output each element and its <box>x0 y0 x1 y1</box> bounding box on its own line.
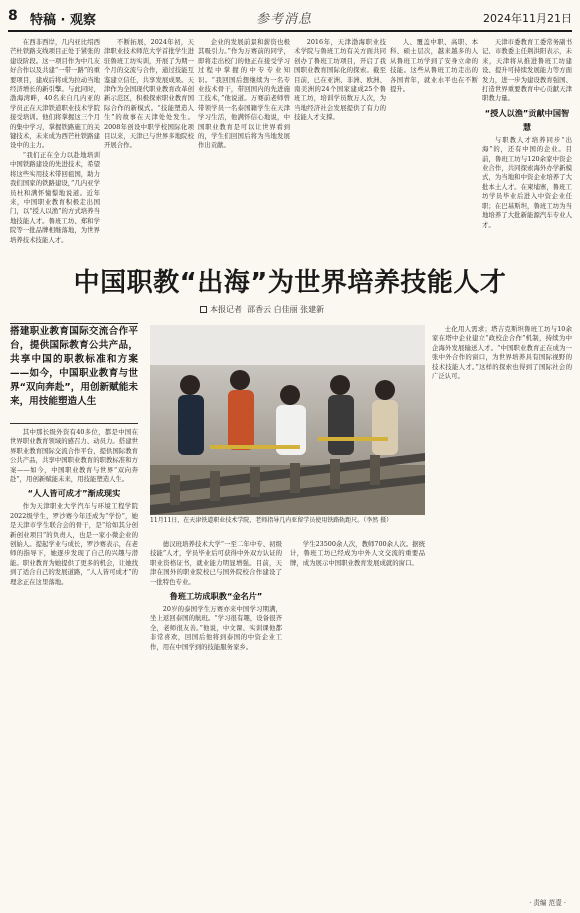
paragraph: 其中那长级外资有40多位，都是中国在世界职业教育领域的感召力、动员力。搭建世界职业教育国际交流合作平台，提供国际教育公共产品，共享中国职业教育的职教标准和方案——如今，中国职业教育与世界“双向奔赴”，用创新赋能未来，用技能塑造人生。 <box>10 428 138 484</box>
section-title: 特稿 · 观察 <box>30 13 96 28</box>
paper-logo: 参考消息 <box>256 12 313 27</box>
reporter-label: 本报记者 <box>210 305 242 314</box>
page-number: 8 <box>8 8 18 24</box>
paragraph: 企业的发展前景和薪资也极其吸引力。”作为万赛前的同学，即将走出校门的他正在接受学习过程中掌握的中专专业知识。“我回国后想继续为一名专业技术骨干，带回国内的先进施工技术，”他说道。万赛前老师曾带领学员一名泰国籍学生在天津学习生活，他满怀信心地说，中国职业教育是可以让世界看到的，学生们回国后将为当地发展作出贡献。 <box>198 38 290 150</box>
subhead-luban-workshop: 鲁班工坊成职教“金名片” <box>169 591 263 602</box>
headline: 中国职教“出海”为世界培养技能人才 <box>73 268 507 298</box>
news-photo <box>150 325 425 515</box>
subhead-everyone-can-succeed: “人人皆可成才”渐成现实 <box>27 488 121 499</box>
left-lower-column <box>10 428 138 906</box>
article-column-1 <box>10 38 100 253</box>
paragraph: 学生23500余人次，教师700余人次。据统计，鲁班工坊已经成为中外人文交流的重要品牌，成为展示中国职业教育发展成就的窗口。 <box>290 540 425 567</box>
photo-caption: 11月11日，在天津铁道职业技术学院，老师指导几内亚留学员使用铁路轨距尺。（李然 摄） <box>150 517 393 524</box>
article-column-5 <box>390 38 478 253</box>
article-column-mid-1 <box>150 540 282 906</box>
paragraph: 在西非西岸，几内亚比绍西芒杜铁路支线项目正处于紧张的建设阶段。这一项目作为中几友好合作以及共建“一带一路”的重要项目，建成后将成为拉动当地经济增长的新引擎。与此同时，渤海湾畔，40名来自几内亚的学员正在天津铁道职业技术学院接受培训。他们将掌握这三个月的集中学习，掌握铁路施工的关键技术，未来成为西芒杜铁路建设中的主力。 <box>10 38 100 150</box>
byline <box>200 304 324 315</box>
article-column-right <box>432 325 572 895</box>
article-column-6 <box>482 38 572 253</box>
lead-bottom-rule <box>10 423 138 424</box>
paragraph: “我们正在全力以赴地培训中国铁路建设的先进技术，希望将这些实用技术带回祖国，助力我们国家的铁路建设，”几内亚学员杜和满怀憧憬地说道。近年来，中国职业教育积极走出国门，以“授人以渔”的方式培养当地技能人才。鲁班工坊、郑和学院等一批品牌相继落地，为世界培养技术技能人才。 <box>10 150 100 244</box>
paragraph: 20岁的泰国学生万赛亦来中国学习期满，坐上返回泰国的航班。“学习很有趣，设备很齐全，老师很友善。”他说，中文课、实训课他都非常喜欢，回国后他将到泰国的中资企业工作，用在中国学到的技能服务家乡。 <box>150 605 282 651</box>
paragraph: 人、覆盖中职、高职、本科、硕士层次，越来越多的人从鲁班工坊学到了安身立命的技能。这些从鲁班工坊走出的各国青年，就业水平也在不断提升。 <box>390 38 478 94</box>
railway-training-photo <box>150 325 425 515</box>
editor-credit: · 责编 范壹 · <box>529 899 566 907</box>
masthead <box>8 6 572 32</box>
paragraph: 士化用人需求；塔吉克斯坦鲁班工坊与10余家在塔中企业建立“政校企合作”机制，持续为中企海外发展输送人才。“中国职业教育正在成为一张中外合作的窗口，为世界培养具有国际视野的技术技能人才。”这样的探索也得到了国际社会的广泛认可。 <box>432 325 572 381</box>
lead-top-rule <box>10 323 138 324</box>
article-column-mid-2 <box>290 540 425 906</box>
article-column-2 <box>104 38 194 253</box>
paragraph: 作为天津职业大学汽车与环境工程学院2022级学生，罗沙赛今年还成为“学份”，她是天津市学生联合会的骨干，是“给如其分创新创业项目”的负责人，也是一家小微企业的创始人。提起学业与成长，罗沙赛表示，在老师的指导下，她逐步发现了自己的兴趣与潜能。职业教育为她提供了更多的机会，让她找到了适合自己的发展道路，“人人皆可成才”的理念正在这里落地。 <box>10 502 138 586</box>
paragraph: 德汉班培养技术大学“一至二年中专、初级技能”人才，学员毕业后可获得中外双方认证的职业资格证书，就业能力明显增强。目前，天津在国外的职业院校已与国外院校合作建设了一批特色专业。 <box>150 540 282 586</box>
lead-summary: 搭建职业教育国际交流合作平台，提供国际教育公共产品，共享中国的职教标准和方案——如今，中国职业教育与世界“双向奔赴”，用创新赋能未来，用技能塑造人生 <box>10 326 138 407</box>
reporter-names: 邵香云 白佳丽 张建新 <box>247 305 325 314</box>
byline-marker <box>200 306 207 313</box>
article-column-4 <box>294 38 386 253</box>
paragraph: 2016年，天津渤海职业技术学院与鲁班工坊有关方面共同创办了鲁班工坊项目，开启了我国职业教育国际化的探索。截至目前，已在亚洲、非洲、欧洲、南美洲的24个国家建成25个鲁班工坊，培训学员数万人次，为当地经济社会发展提供了有力的技能人才支撑。 <box>294 38 386 122</box>
paragraph: 不断拓展，2024年初，天津职业技术师范大学首批学生进驻鲁班工坊实训，开展了为期一个月的交流与合作，通过技能互鉴建立信任，共享发展成果。天津作为全国现代职业教育改革创新示范区，积极探索职业教育国际合作的新模式。“技能塑造人生”的故事在天津处处发生。2008年创设中职学校国际化项目以来，天津已与世界多地院校开展合作。 <box>104 38 194 150</box>
article-column-3 <box>198 38 290 253</box>
issue-date: 2024年11月21日 <box>483 12 572 25</box>
paragraph: 与职教人才培养同步“出海”的，还有中国的企业。目前，鲁班工坊与120余家中资企业合作，共同探索海外办学新模式，为当地和中资企业培养了大批本土人才。在柬埔寨，鲁班工坊学员毕业后进入中资企业任职；在巴基斯坦，鲁班工坊为当地培养了大批新能源汽车专业人才。 <box>482 135 572 229</box>
paragraph: 天津市委教育工委常务副书记、市教委主任荆洪阳表示，未来，天津将从推进鲁班工坊建设、提升可持续发展能力等方面发力，进一步为建设教育强国、打造世界重要教育中心贡献天津职教力量。 <box>482 38 572 103</box>
subhead-teach-to-fish: “授人以渔”贡献中国智慧 <box>484 107 570 132</box>
